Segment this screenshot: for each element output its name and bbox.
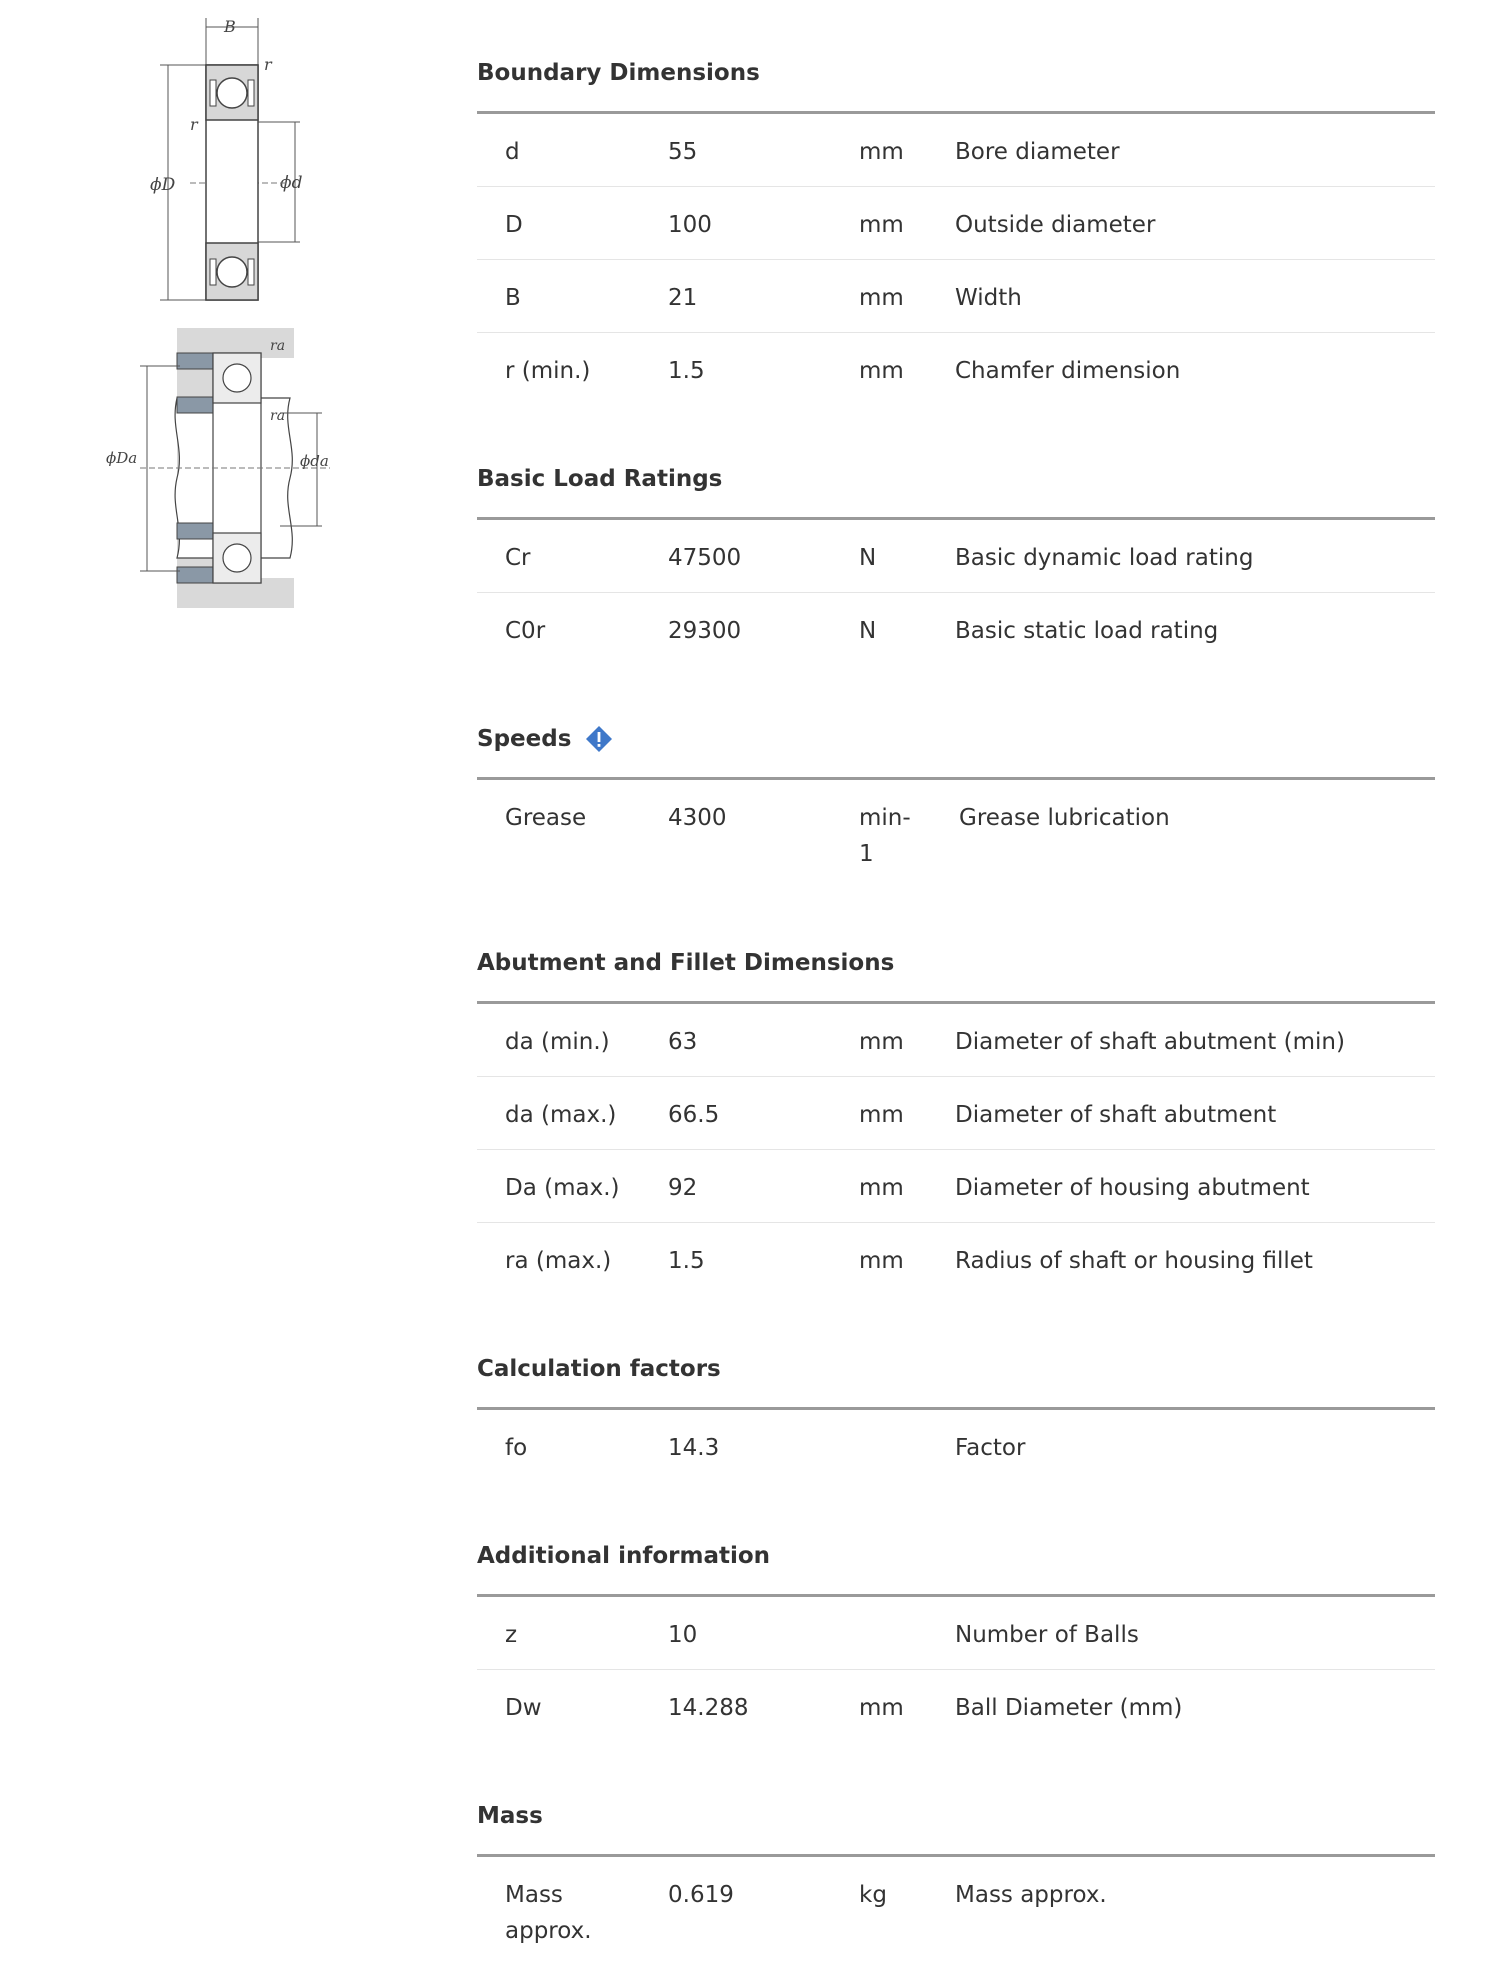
mounting-abutment-diagram [106, 328, 360, 628]
spec-unit: mm [859, 1175, 904, 1201]
spec-unit: mm [859, 1248, 904, 1274]
spec-table [477, 1854, 1435, 1967]
spec-symbol: C0r [505, 618, 546, 644]
spec-description: Factor [955, 1435, 1026, 1461]
spec-description: Mass approx. [955, 1882, 1107, 1908]
spec-unit: mm [859, 285, 904, 311]
spec-unit: mm [859, 1695, 904, 1721]
spec-unit: N [859, 545, 877, 571]
section-title [477, 1354, 1435, 1384]
spec-table [477, 1594, 1435, 1743]
spec-symbol: Dw [505, 1695, 542, 1721]
spec-symbol: D [505, 212, 523, 238]
label-phi-da: ϕda [300, 452, 329, 470]
section-title-text: Calculation factors [477, 1356, 721, 1382]
table-row [477, 520, 1435, 593]
section-boundary-dimensions [477, 0, 1435, 406]
spec-table [477, 1001, 1435, 1296]
spec-value: 1.5 [668, 1248, 705, 1274]
spec-value: 14.3 [668, 1435, 720, 1461]
section-title [477, 724, 1435, 754]
spec-value: 100 [668, 212, 712, 238]
spec-description: Number of Balls [955, 1622, 1139, 1648]
spec-table [477, 517, 1435, 666]
spec-unit: mm [859, 358, 904, 384]
label-B: B [224, 17, 236, 36]
label-ra-top: ra [270, 338, 286, 354]
spec-symbol: Grease [505, 805, 587, 831]
bearing-diagrams [106, 10, 380, 628]
section-basic-load-ratings [477, 406, 1435, 666]
section-header [477, 406, 1435, 517]
spec-value: 47500 [668, 545, 742, 571]
spec-description: Radius of shaft or housing fillet [955, 1248, 1313, 1274]
label-r-left: r [190, 115, 198, 134]
spec-symbol: z [505, 1622, 518, 1648]
section-header [477, 1483, 1435, 1594]
spec-symbol: da (min.) [505, 1029, 610, 1055]
table-row [477, 114, 1435, 187]
table-row [477, 593, 1435, 666]
label-phi-D: ϕD [150, 175, 176, 195]
spec-value: 66.5 [668, 1102, 720, 1128]
spec-value: 10 [668, 1622, 698, 1648]
table-row [477, 1150, 1435, 1223]
spec-description: Bore diameter [955, 139, 1120, 165]
table-row [477, 1004, 1435, 1077]
section-header [477, 0, 1435, 111]
spec-value: 63 [668, 1029, 698, 1055]
spec-symbol: ra (max.) [505, 1248, 612, 1274]
section-header [477, 1743, 1435, 1854]
spec-unit: kg [859, 1882, 887, 1908]
spec-symbol: B [505, 285, 521, 311]
section-title [477, 1801, 1435, 1831]
section-header [477, 666, 1435, 777]
section-title-text: Boundary Dimensions [477, 60, 760, 86]
spec-value: 1.5 [668, 358, 705, 384]
section-mass [477, 1743, 1435, 1967]
section-title-text: Speeds [477, 726, 572, 752]
section-calculation-factors [477, 1296, 1435, 1483]
spec-description: Ball Diameter (mm) [955, 1695, 1183, 1721]
spec-description: Diameter of shaft abutment [955, 1102, 1277, 1128]
spec-value: 14.288 [668, 1695, 749, 1721]
spec-table [477, 1407, 1435, 1483]
section-additional-information [477, 1483, 1435, 1743]
section-title [477, 1541, 1435, 1571]
spec-unit: mm [859, 212, 904, 238]
section-title [477, 948, 1435, 978]
spec-symbol: Da (max.) [505, 1175, 620, 1201]
table-row [477, 1223, 1435, 1296]
section-title [477, 58, 1435, 88]
table-row [477, 1410, 1435, 1483]
specifications [477, 0, 1435, 1967]
spec-unit: N [859, 618, 877, 644]
spec-description: Diameter of housing abutment [955, 1175, 1310, 1201]
table-row [477, 1597, 1435, 1670]
spec-unit: mm [859, 1029, 904, 1055]
spec-value: 21 [668, 285, 698, 311]
bearing-cross-section-diagram [120, 10, 360, 310]
table-row [477, 333, 1435, 406]
label-phi-Da: ϕDa [106, 449, 138, 467]
spec-value: 0.619 [668, 1882, 734, 1908]
section-header [477, 1296, 1435, 1407]
table-row [477, 1077, 1435, 1150]
spec-table [477, 777, 1435, 890]
table-row [477, 260, 1435, 333]
spec-unit: mm [859, 1102, 904, 1128]
section-title-text: Abutment and Fillet Dimensions [477, 950, 895, 976]
spec-description: Chamfer dimension [955, 358, 1181, 384]
spec-description: Width [955, 285, 1022, 311]
spec-description: Grease lubrication [959, 805, 1170, 831]
label-ra-mid: ra [270, 408, 286, 424]
info-diamond-icon[interactable] [585, 725, 613, 753]
spec-value: 29300 [668, 618, 742, 644]
section-title-text: Mass [477, 1803, 543, 1829]
section-title [477, 464, 1435, 494]
table-row [477, 780, 1435, 890]
section-speeds [477, 666, 1435, 890]
spec-symbol: d [505, 139, 520, 165]
spec-description: Basic dynamic load rating [955, 545, 1254, 571]
section-abutment-and-fillet-dimensions [477, 890, 1435, 1296]
section-title-text: Additional information [477, 1543, 771, 1569]
spec-value: 92 [668, 1175, 698, 1201]
spec-description: Diameter of shaft abutment (min) [955, 1029, 1345, 1055]
section-title-text: Basic Load Ratings [477, 466, 723, 492]
table-row [477, 1857, 1435, 1967]
spec-table [477, 111, 1435, 406]
spec-description: Outside diameter [955, 212, 1156, 238]
spec-symbol: r (min.) [505, 358, 591, 384]
section-header [477, 890, 1435, 1001]
spec-symbol: Mass approx. [505, 1882, 592, 1944]
label-phi-d: ϕd [280, 173, 303, 193]
label-r-top: r [264, 55, 272, 74]
spec-unit: min-1 [859, 805, 911, 867]
spec-value: 4300 [668, 805, 727, 831]
spec-symbol: da (max.) [505, 1102, 617, 1128]
spec-value: 55 [668, 139, 698, 165]
table-row [477, 1670, 1435, 1743]
table-row [477, 187, 1435, 260]
spec-symbol: fo [505, 1435, 528, 1461]
spec-description: Basic static load rating [955, 618, 1219, 644]
spec-unit: mm [859, 139, 904, 165]
spec-symbol: Cr [505, 545, 531, 571]
